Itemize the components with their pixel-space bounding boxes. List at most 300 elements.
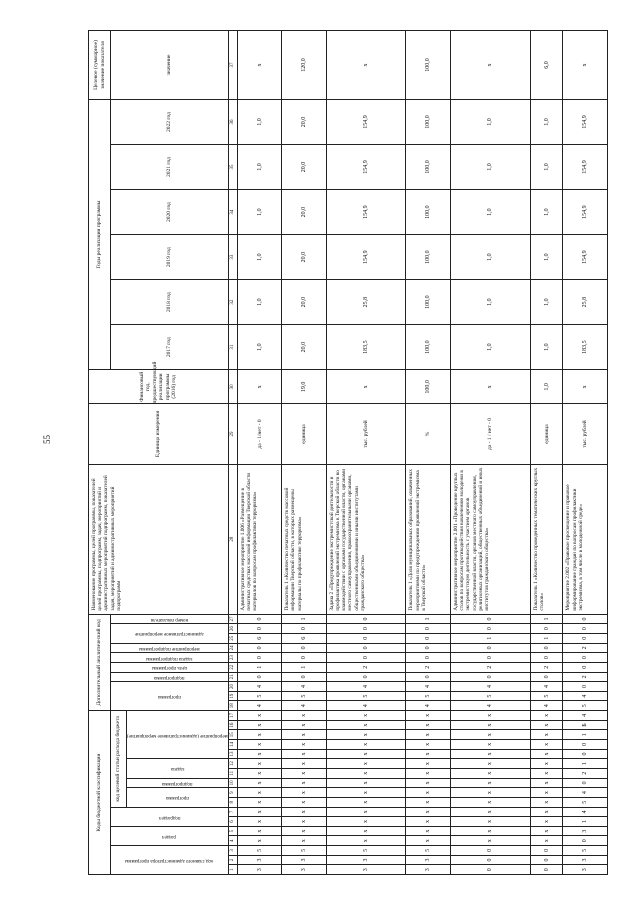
row-name-cell: Показатель 1 «Количество печатных средств массовой информации Тверской области, в которых размещены материалы по профилактике терроризма» [282,464,327,614]
budget-codes-header: Коды бюджетной классификации [89,711,111,875]
table-row [406,31,451,875]
year-2022-header: 2022 год [111,99,229,144]
code-digit-cell: х [530,817,563,827]
code-digit-cell: 1 [530,614,563,624]
target-value-cell: х [563,31,608,100]
code-digit-cell: 4 [563,691,608,701]
base-year-cell: х [326,370,406,404]
code-digit-cell: 0 [237,653,282,663]
code-digit-cell: х [237,826,282,836]
column-index-cell: 7 [228,807,237,817]
code-digit-cell: 0 [450,624,530,634]
column-index-cell: 22 [228,662,237,672]
column-index-cell: 36 [228,99,237,144]
code-digit-cell: 5 [563,797,608,807]
code-digit-cell: 0 [406,653,451,663]
code-digit-cell: 4 [450,701,530,711]
code-digit-cell: 0 [530,846,563,856]
ac-measure-header: мероприятие подпрограммы [139,645,200,651]
code-digit-cell: х [326,826,406,836]
code-digit-cell: х [406,720,451,730]
column-index-cell: 30 [228,370,237,404]
code-digit-cell: 0 [406,624,451,634]
code-digit-cell: х [530,749,563,759]
code-digit-cell: 3 [406,855,451,865]
column-index-cell: 20 [228,682,237,692]
year-value-cell: 100,0 [406,190,451,235]
code-digit-cell: х [282,730,327,740]
ac-task-header: задача подпрограммы [146,655,193,661]
year-value-cell: 20,0 [282,235,327,280]
code-digit-cell: 0 [450,653,530,663]
year-value-cell: 100,0 [406,235,451,280]
unit-header: Единица измерения [89,404,229,464]
main-admin-header: код главного администратора программы [125,858,214,864]
code-digit-cell: х [237,836,282,846]
column-index-cell: 13 [228,749,237,759]
code-digit-cell: 1 [563,817,608,827]
code-digit-cell: 0 [237,643,282,653]
code-digit-cell: х [406,759,451,769]
code-digit-cell: х [237,730,282,740]
code-digit-cell: 1 [282,614,327,624]
code-digit-cell: х [406,730,451,740]
code-digit-cell: 0 [530,624,563,634]
column-index-cell: 1 [228,865,237,875]
year-value-cell: 1,0 [237,235,282,280]
year-value-cell: 154,9 [326,145,406,190]
years-header: Годы реализации программы [89,99,111,369]
code-digit-cell: х [282,740,327,750]
target-value-cell: 100,0 [406,31,451,100]
code-digit-cell: х [450,836,530,846]
column-index-cell: 33 [228,235,237,280]
code-digit-cell: х [282,836,327,846]
code-digit-cell: х [282,711,327,721]
code-digit-cell: 0 [326,614,406,624]
code-digit-cell: 1 [406,614,451,624]
column-index-cell: 21 [228,672,237,682]
table-row [530,31,563,875]
column-index-cell: 37 [228,31,237,100]
code-digit-cell: 4 [237,682,282,692]
code-digit-cell: 6 [237,633,282,643]
code-digit-cell: 1 [563,759,608,769]
code-digit-cell: 0 [530,865,563,875]
rotated-table-wrapper [88,30,608,875]
code-digit-cell: х [406,778,451,788]
ac-admin-measure-header: административное мероприятие [135,631,204,637]
code-digit-cell: х [450,817,530,827]
year-value-cell: 154,9 [563,190,608,235]
year-value-cell: 154,9 [326,99,406,144]
year-value-cell: 20,0 [282,280,327,325]
code-digit-cell: х [450,768,530,778]
code-digit-cell: 2 [450,662,530,672]
code-digit-cell: х [237,720,282,730]
code-digit-cell: 4 [326,701,406,711]
code-digit-cell: х [406,817,451,827]
code-digit-cell: х [406,807,451,817]
table-row [450,31,530,875]
year-value-cell: 154,9 [563,99,608,144]
code-digit-cell: 0 [530,672,563,682]
code-digit-cell: х [326,759,406,769]
code-digit-cell: х [530,768,563,778]
program-table [88,30,608,875]
code-digit-cell: х [406,788,451,798]
code-digit-cell: х [282,807,327,817]
column-index-cell: 17 [228,711,237,721]
column-index-cell: 34 [228,190,237,235]
code-digit-cell: х [450,711,530,721]
code-digit-cell: 0 [563,653,608,663]
code-digit-cell: х [237,759,282,769]
code-digit-cell: 3 [563,865,608,875]
table-row [326,31,406,875]
code-digit-cell: х [282,749,327,759]
code-digit-cell: 0 [237,614,282,624]
code-digit-cell: 5 [326,691,406,701]
code-digit-cell: 2 [563,768,608,778]
target-value-cell: 120,0 [282,31,327,100]
code-digit-cell: 3 [282,855,327,865]
year-value-cell: 20,0 [282,325,327,370]
code-digit-cell: х [326,836,406,846]
column-index-cell: 28 [228,464,237,614]
column-index-cell: 9 [228,788,237,798]
code-digit-cell: 0 [282,643,327,653]
code-digit-cell: 0 [326,633,406,643]
code-digit-cell: 0 [326,643,406,653]
code-digit-cell: 1 [282,662,327,672]
target-code-header: код целевой статьи расхода бюджета [111,711,127,807]
target-value-cell: х [237,31,282,100]
code-digit-cell: 4 [530,701,563,711]
code-digit-cell: 4 [563,807,608,817]
code-digit-cell: х [450,778,530,788]
year-value-cell: 100,0 [406,280,451,325]
code-digit-cell: х [450,730,530,740]
ac-subprogram-header: подпрограмма [154,674,185,680]
code-digit-cell: х [530,836,563,846]
code-digit-cell: 0 [450,643,530,653]
target-value-cell: 6,0 [530,31,563,100]
code-digit-cell: х [326,788,406,798]
code-digit-cell: 4 [563,788,608,798]
code-digit-cell: 4 [450,682,530,692]
measure-header: мероприятие (административное мероприятие) [127,732,228,738]
code-digit-cell: х [237,797,282,807]
base-year-cell: 19,0 [282,370,327,404]
year-value-cell: 1,0 [530,145,563,190]
target-value-cell: х [450,31,530,100]
year-value-cell: 100,0 [406,325,451,370]
code-digit-cell: Б [563,720,608,730]
column-index-cell: 12 [228,759,237,769]
code-digit-cell: х [237,807,282,817]
code-digit-cell: 0 [326,624,406,634]
code-digit-cell: 0 [530,855,563,865]
code-digit-cell: х [406,749,451,759]
code-digit-cell: 0 [237,672,282,682]
column-index-cell: 31 [228,325,237,370]
year-value-cell: 183,5 [326,325,406,370]
row-name-cell: Показатель 1 «Количество проведенных тематических круглых столов» [530,464,563,614]
code-digit-cell: 4 [282,682,327,692]
year-value-cell: 20,0 [282,190,327,235]
code-digit-cell: 3 [326,855,406,865]
task-header: задача [170,766,185,772]
year-value-cell: 1,0 [237,190,282,235]
unit-cell: % [406,404,451,464]
code-digit-cell: 0 [563,633,608,643]
base-year-cell: 1,0 [530,370,563,404]
column-index-cell: 35 [228,145,237,190]
ac-indicator-header: номер показателя [150,616,188,622]
code-digit-cell: х [326,720,406,730]
code-digit-cell: х [450,807,530,817]
year-value-cell: 154,9 [563,145,608,190]
code-digit-cell: 0 [563,682,608,692]
code-digit-cell: 4 [406,701,451,711]
code-digit-cell: 5 [326,846,406,856]
code-digit-cell: х [326,807,406,817]
year-value-cell: 154,9 [326,190,406,235]
ac-goal-header: цель программы [151,665,187,671]
base-year-cell: х [563,370,608,404]
code-digit-cell: 5 [563,846,608,856]
code-digit-cell: 3 [406,865,451,875]
year-2018-header: 2018 год [111,280,229,325]
column-index-cell: 25 [228,633,237,643]
code-digit-cell: х [530,797,563,807]
code-digit-cell: 0 [450,865,530,875]
year-value-cell: 1,0 [450,190,530,235]
page-number: 55 [42,435,52,444]
code-digit-cell: х [326,711,406,721]
code-digit-cell: х [406,836,451,846]
code-digit-cell: 5 [450,691,530,701]
unit-cell: единица [530,404,563,464]
year-value-cell: 154,9 [326,235,406,280]
code-digit-cell: 5 [406,846,451,856]
code-digit-cell: х [326,778,406,788]
row-name-cell: Административное мероприятие 2.001 «Проведение круглых столов по вопросам противодействия вовлечению молодежи в экстремистскую деятельность с участием органов государственной власти, органов местного самоуправления, религиозных организаций, общественных объединений и иных институтов гражданского общества» [450,464,530,614]
code-digit-cell: 5 [563,701,608,711]
column-index-row [228,31,237,875]
value-header: значение [111,31,229,100]
code-digit-cell: 3 [563,855,608,865]
code-digit-cell: х [282,817,327,827]
column-index-cell: 24 [228,643,237,653]
code-digit-cell: х [406,768,451,778]
code-digit-cell: 1 [563,730,608,740]
code-digit-cell: 0 [450,846,530,856]
unit-cell: тыс. рублей [326,404,406,464]
code-digit-cell: 6 [282,633,327,643]
code-digit-cell: 0 [282,624,327,634]
year-2019-header: 2019 год [111,235,229,280]
code-digit-cell: 4 [326,682,406,692]
code-digit-cell: 0 [563,740,608,750]
unit-cell: да - 1/нет - 0 [237,404,282,464]
code-digit-cell: х [406,740,451,750]
code-digit-cell: 0 [530,653,563,663]
table-row [563,31,608,875]
code-digit-cell: х [282,797,327,807]
column-index-cell: 27 [228,614,237,624]
code-digit-cell: 3 [237,865,282,875]
column-index-cell: 6 [228,817,237,827]
year-value-cell: 1,0 [530,190,563,235]
code-digit-cell: х [530,740,563,750]
code-digit-cell: х [530,759,563,769]
code-digit-cell: х [530,788,563,798]
column-index-cell: 29 [228,404,237,464]
code-digit-cell: 0 [530,643,563,653]
code-digit-cell: х [450,720,530,730]
table-row [282,31,327,875]
year-value-cell: 1,0 [450,145,530,190]
year-value-cell: 1,0 [450,99,530,144]
code-digit-cell: 2 [406,662,451,672]
unit-cell: да - 1 / нет - 0 [450,404,530,464]
column-index-cell: 18 [228,701,237,711]
row-name-cell: Задача 2 «Предупреждение экстремистской деятельности и профилактика проявлений экстремизма в Тверской области во взаимодействии с органами государственной власти, органами местного самоуправления, правоохранительными органами, общественными объединениями и иными институтами гражданского общества» [326,464,406,614]
code-digit-cell: х [450,759,530,769]
code-digit-cell: 2 [326,662,406,672]
code-digit-cell: 5 [237,691,282,701]
code-digit-cell: 0 [450,614,530,624]
code-digit-cell: 0 [237,624,282,634]
code-digit-cell: х [450,749,530,759]
code-digit-cell: 2 [563,672,608,682]
code-digit-cell: 2 [530,662,563,672]
year-value-cell: 25,8 [563,280,608,325]
column-index-cell: 19 [228,691,237,701]
code-digit-cell: х [530,826,563,836]
code-digit-cell: х [450,740,530,750]
code-digit-cell: х [326,817,406,827]
code-digit-cell: 0 [406,633,451,643]
column-index-cell: 4 [228,836,237,846]
code-digit-cell: 0 [406,643,451,653]
code-digit-cell: 5 [282,846,327,856]
code-digit-cell: 5 [237,846,282,856]
code-digit-cell: х [326,730,406,740]
code-digit-cell: 0 [282,672,327,682]
code-digit-cell: 4 [237,701,282,711]
table-row [237,31,282,875]
code-digit-cell: 0 [563,614,608,624]
column-index-cell: 5 [228,826,237,836]
year-value-cell: 1,0 [237,280,282,325]
code-digit-cell: 3 [563,826,608,836]
year-value-cell: 154,9 [563,235,608,280]
code-digit-cell: х [237,817,282,827]
year-value-cell: 1,0 [530,235,563,280]
year-value-cell: 1,0 [450,325,530,370]
code-digit-cell: х [237,749,282,759]
year-value-cell: 100,0 [406,145,451,190]
code-digit-cell: х [406,826,451,836]
code-digit-cell: х [406,711,451,721]
code-digit-cell: 1 [450,633,530,643]
year-value-cell: 1,0 [530,325,563,370]
code-digit-cell: 5 [530,691,563,701]
code-digit-cell: х [282,720,327,730]
year-value-cell: 25,8 [326,280,406,325]
year-2020-header: 2020 год [111,190,229,235]
code-digit-cell: 0 [563,749,608,759]
code-digit-cell: 1 [237,662,282,672]
code-digit-cell: х [530,778,563,788]
code-digit-cell: х [530,720,563,730]
column-index-cell: 14 [228,740,237,750]
code-digit-cell: 0 [450,855,530,865]
code-digit-cell: х [282,788,327,798]
code-digit-cell: х [282,768,327,778]
column-index-cell: 3 [228,846,237,856]
base-year-cell: 100,0 [406,370,451,404]
year-value-cell: 1,0 [237,145,282,190]
code-digit-cell: х [282,759,327,769]
year-2017-header: 2017 год [111,325,229,370]
code-digit-cell: 0 [282,653,327,663]
column-index-cell: 32 [228,280,237,325]
code-digit-cell: х [530,730,563,740]
year-value-cell: 20,0 [282,145,327,190]
row-name-cell: Административное мероприятие 1.006 «Размещение в печатных средствах массовой информации Тверской области материалов по вопросам профилактики терроризма» [237,464,282,614]
code-digit-cell: х [326,768,406,778]
fin-year-header: Финансовый год, предшествующий реализации программы (2016) год [89,370,229,404]
code-digit-cell: 0 [563,836,608,846]
unit-cell: единица [282,404,327,464]
code-digit-cell: 1 [530,633,563,643]
code-digit-cell: 3 [326,865,406,875]
rotated-page [88,30,608,875]
column-index-cell: 26 [228,624,237,634]
row-name-cell: Мероприятие 2.002 «Правовое просвещение и правовое информирование граждан по вопросам профилактики экстремизма, в том числе в молодежной среде» [563,464,608,614]
name-header: Наименование программы, целей программы, показателей целей программы, подпрограмм, задач, мероприятий и административных мероприятий подпрограмм, показателей задач, мероприятий и административных мероприятий подпрограмм [89,464,229,614]
column-index-cell: 10 [228,778,237,788]
code-digit-cell: 4 [282,701,327,711]
year-value-cell: 1,0 [450,280,530,325]
target-value-header: Целевое (суммарное) значение показателя [89,31,111,100]
column-index-cell: 11 [228,768,237,778]
column-index-cell: 8 [228,797,237,807]
column-index-cell: 23 [228,653,237,663]
code-digit-cell: х [237,768,282,778]
year-value-cell: 1,0 [530,99,563,144]
code-digit-cell: х [530,711,563,721]
code-digit-cell: х [326,740,406,750]
code-digit-cell: х [326,797,406,807]
year-value-cell: 1,0 [237,99,282,144]
code-digit-cell: 0 [563,624,608,634]
row-name-cell: Показатель 1 «Доля муниципальных образований, охваченных мероприятиями по предупреждению проявлений экстремизма в Тверской области» [406,464,451,614]
column-index-cell: 16 [228,720,237,730]
code-digit-cell: х [450,788,530,798]
target-value-cell: х [326,31,406,100]
unit-cell: тыс. рублей [563,404,608,464]
code-digit-cell: х [282,826,327,836]
year-value-cell: 1,0 [237,325,282,370]
code-digit-cell: х [237,778,282,788]
code-digit-cell: х [406,797,451,807]
code-digit-cell: х [282,778,327,788]
